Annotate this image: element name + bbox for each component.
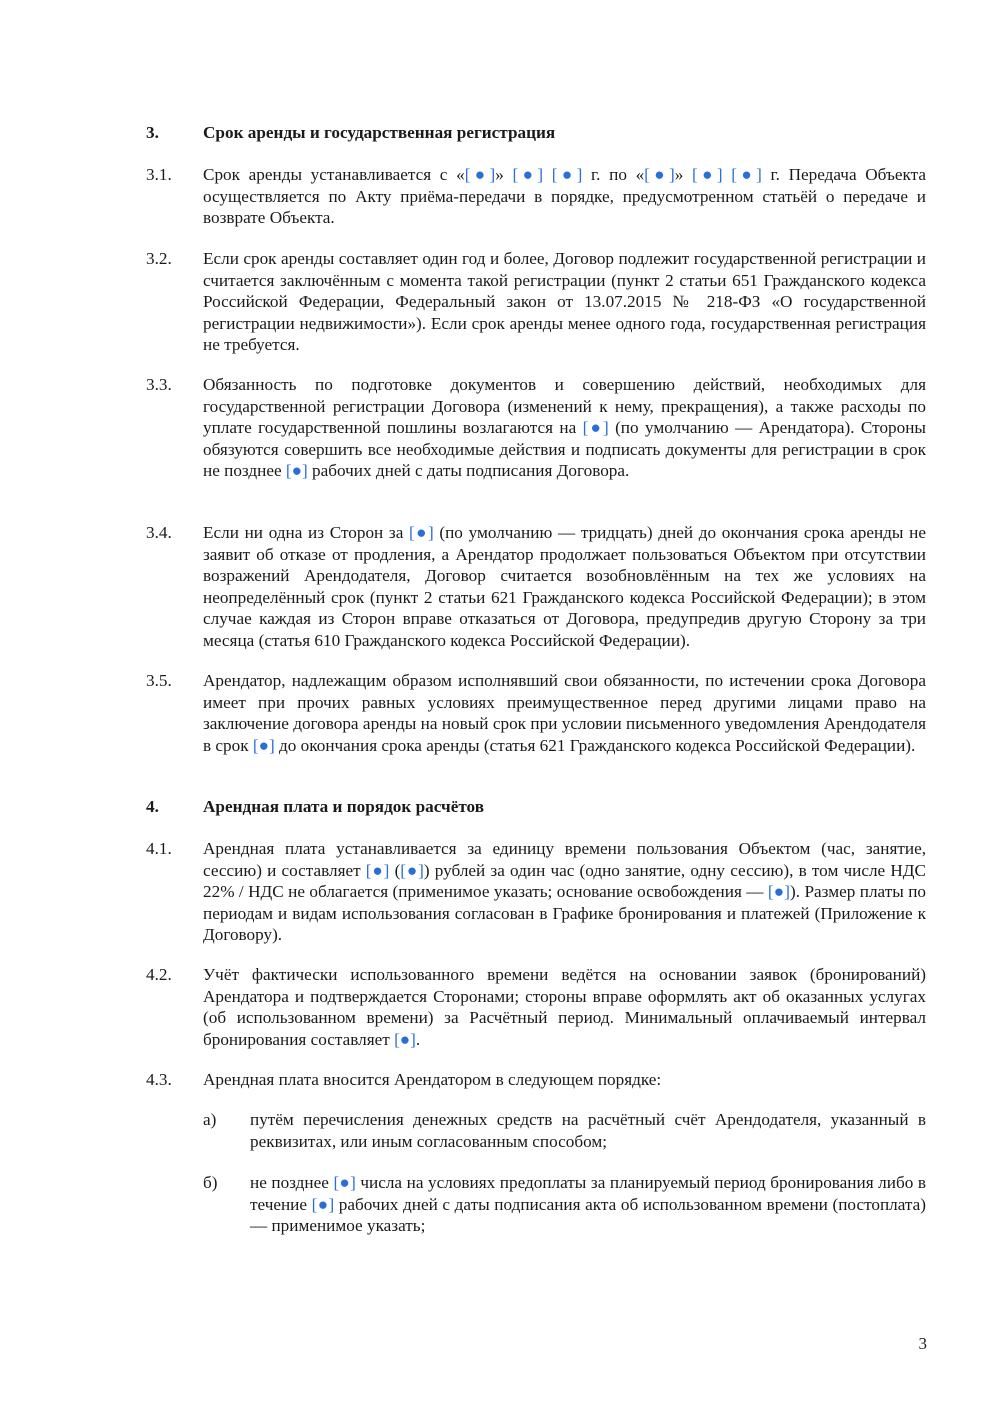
clause-text: Если срок аренды составляет один год и более, Договор подлежит государственной регистрации и считается заключённым с момента такой регистрации (пункт 2 статьи 651 Гражданского кодекса Российской Федерации, Федеральный закон от 13.07.2015 № 218-ФЗ «О государственной регистрации недвижимости»). Если срок аренды менее одного года, государственная регистрация не требуется. <box>203 249 926 354</box>
clause-number: 3.1. <box>146 165 172 184</box>
clause-text: Арендатор, надлежащим образом исполнявший свои обязанности, по истечении срока Договора имеет при прочих равных условиях преимущественное перед другими лицами право на заключение договора аренды на новый срок при условии письменного уведомления Арендодателя в срок [●] до окончания срока аренды (статья 621 Гражданского кодекса Российской Федерации). <box>203 671 926 755</box>
clause-number: 4.3. <box>146 1070 172 1089</box>
clause-4-2 <box>146 964 926 1050</box>
placeholder: [●] <box>400 860 424 880</box>
placeholder: [●] <box>551 165 583 184</box>
clause-4-3 <box>146 1069 926 1091</box>
clause-text: Арендная плата устанавливается за единицу времени пользования Объектом (час, занятие, сессию) и составляет [●] ([●]) рублей за один час (одно занятие, одну сессию), в том числе НДС 22% / НДС не облагается (применимое указать; основание освобождения — [●]). Размер платы по периодам и видам использования согласован в Графике бронирования и платежей (Приложение к Договору). <box>203 839 926 944</box>
placeholder: [●] <box>582 418 609 437</box>
clause-text: Арендная плата вносится Арендатором в следующем порядке: <box>203 1070 662 1089</box>
placeholder: [●] <box>252 735 275 755</box>
placeholder: [●] <box>767 882 791 901</box>
sub-item-number: а) <box>203 1110 217 1129</box>
placeholder: [●] <box>464 165 496 184</box>
placeholder: [●] <box>365 860 390 880</box>
placeholder: [●] <box>644 165 675 184</box>
clause-3-5 <box>146 670 926 756</box>
clause-number: 3.4. <box>146 523 172 542</box>
clause-text: Срок аренды устанавливается с «[●]» [●] [●] г. по «[●]» [●] [●] г. Передача Объекта осуществляется по Акту приёма-передачи в порядке, предусмотренном статьёй о передаче и возврате Объекта. <box>203 165 926 227</box>
clause-text: Если ни одна из Сторон за [●] (по умолчанию — тридцать) дней до окончания срока аренды не заявит об отказе от продления, а Арендатор продолжает пользоваться Объектом при отсутствии возражений Арендодателя, Договор считается возобновлённым на тех же условиях на неопределённый срок (пункт 2 статьи 621 Гражданского кодекса Российской Федерации); в этом случае каждая из Сторон вправе отказаться от Договора, предупредив другую Сторону за три месяца (статья 610 Гражданского кодекса Российской Федерации). <box>203 523 926 650</box>
clause-3-2 <box>146 248 926 356</box>
sub-item-number: б) <box>203 1173 218 1192</box>
clause-number: 4.1. <box>146 839 172 858</box>
sub-item-b <box>203 1172 926 1237</box>
clause-3-3 <box>146 374 926 482</box>
clause-number: 3.5. <box>146 671 172 690</box>
clause-number: 3.2. <box>146 249 172 268</box>
clause-text: Учёт фактически использованного времени ведётся на основании заявок (бронирований) Арендатора и подтверждается Сторонами; стороны вправе оформлять акт об оказанных услугах (об использованном времени) за Расчётный период. Минимальный оплачиваемый интервал бронирования составляет [●]. <box>203 965 926 1049</box>
section-number: 3. <box>146 123 159 142</box>
placeholder: [●] <box>285 461 308 480</box>
placeholder: [●] <box>311 1194 335 1214</box>
sub-item-text: путём перечисления денежных средств на расчётный счёт Арендодателя, указанный в реквизитах, или иным согласованным способом; <box>250 1110 926 1151</box>
section-title: Срок аренды и государственная регистрация <box>203 123 556 142</box>
section-3-heading <box>146 122 926 144</box>
sub-item-a <box>203 1109 926 1152</box>
clause-number: 4.2. <box>146 965 172 984</box>
placeholder: [●] <box>394 1029 416 1049</box>
section-number: 4. <box>146 797 159 816</box>
placeholder: [●] <box>409 523 434 542</box>
placeholder: [●] <box>333 1173 356 1192</box>
clause-text: Обязанность по подготовке документов и совершению действий, необходимых для государственной регистрации Договора (изменений к нему, прекращения), а также расходы по уплате государственной пошлины возлагаются на [●] (по умолчанию — Арендатора). Стороны обязуются совершить все необходимые действия и подписать документы для регистрации в срок не позднее [●] рабочих дней с даты подписания Договора. <box>203 375 926 480</box>
clause-3-1 <box>146 164 926 229</box>
section-4-heading <box>146 796 926 818</box>
placeholder: [●] <box>731 165 762 184</box>
clause-4-1 <box>146 838 926 946</box>
placeholder: [●] <box>692 165 723 184</box>
page-number: 3 <box>918 1334 927 1353</box>
section-title: Арендная плата и порядок расчётов <box>203 797 484 816</box>
placeholder: [●] <box>512 165 544 184</box>
clause-3-4 <box>146 522 926 651</box>
clause-number: 3.3. <box>146 375 172 394</box>
sub-item-text: не позднее [●] числа на условиях предоплаты за планируемый период бронирования либо в течение [●] рабочих дней с даты подписания акта об использованном времени (постоплата) — применимое указать; <box>250 1173 926 1235</box>
